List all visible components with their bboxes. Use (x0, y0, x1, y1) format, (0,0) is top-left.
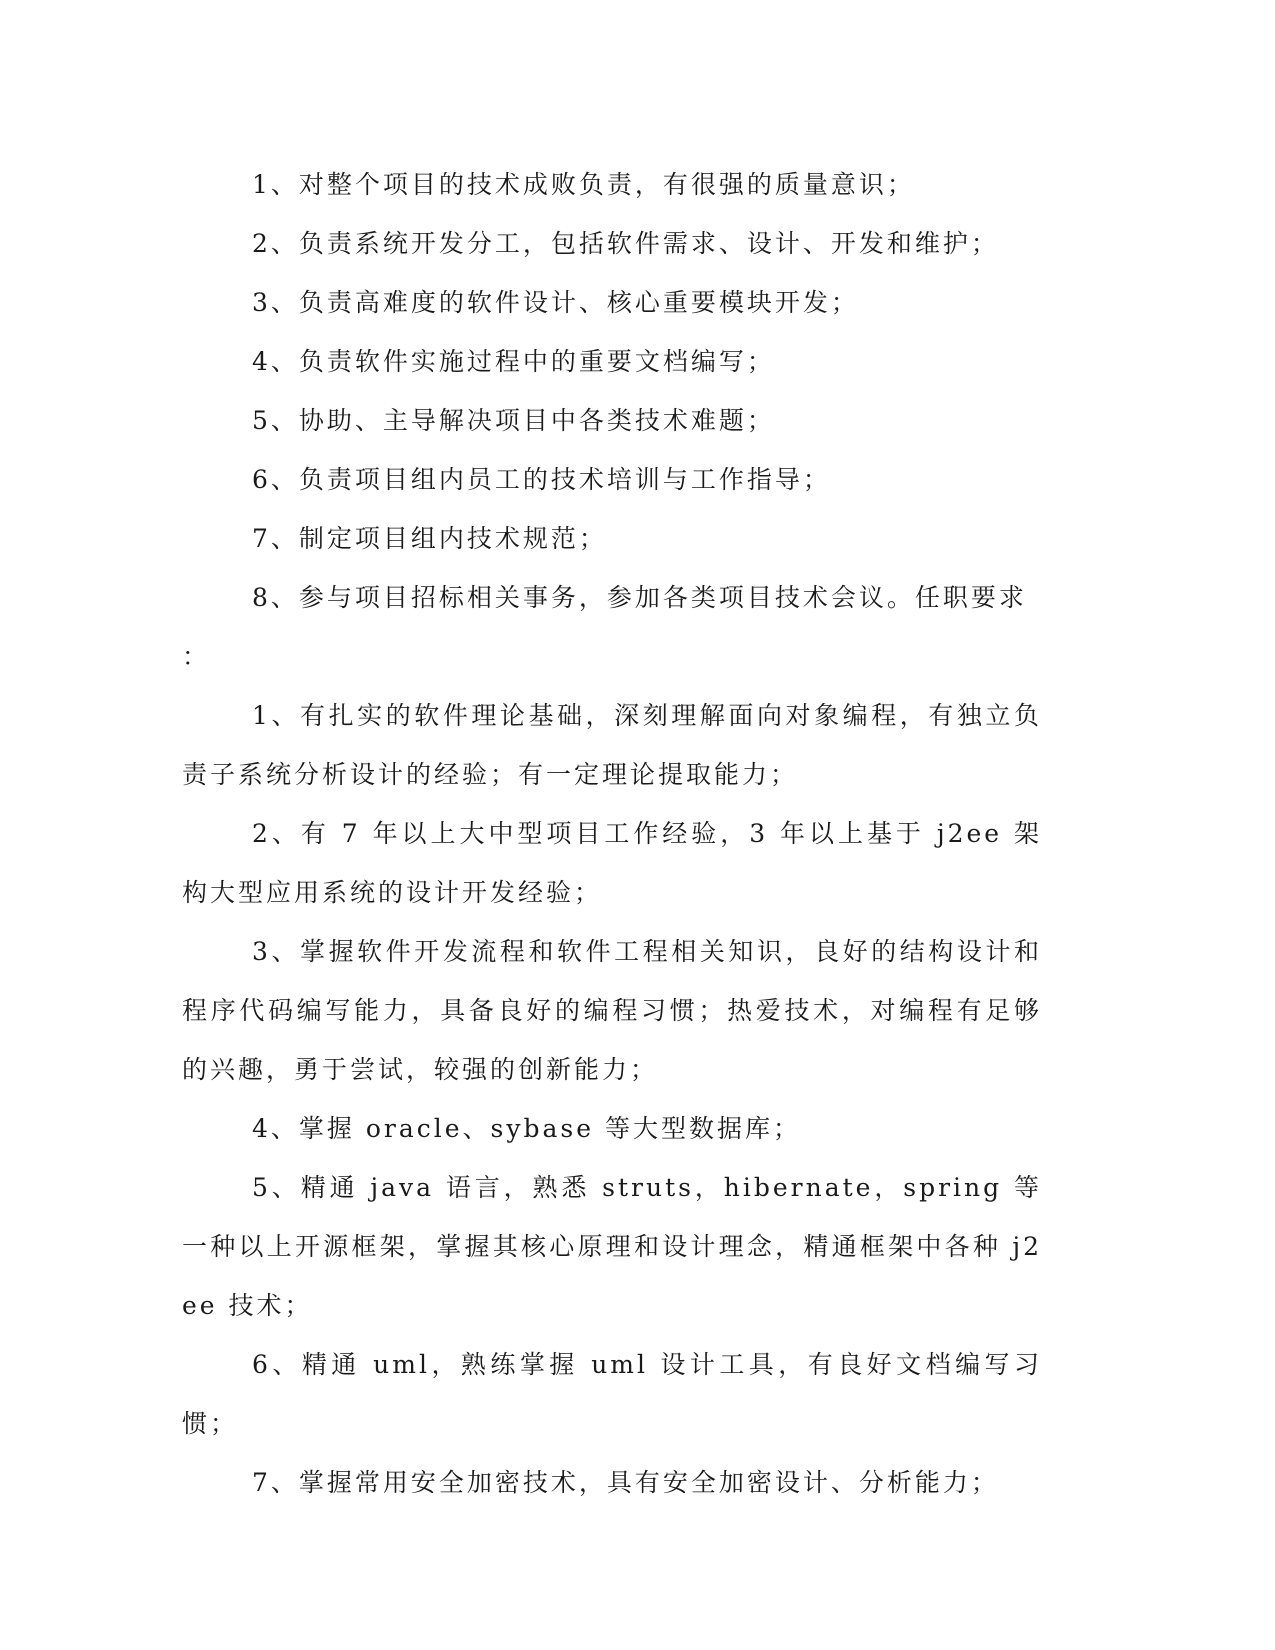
document-body (182, 155, 1042, 1512)
requirement-item-5: 5、精通 java 语言，熟悉 struts，hibernate，spring 等一种以上开源框架，掌握其核心原理和设计理念，精通框架中各种 j2ee 技术； (182, 1173, 1042, 1320)
duty-item-8: 8、参与项目招标相关事务，参加各类项目技术会议。任职要求 (252, 583, 1027, 612)
requirement-item-1: 1、有扎实的软件理论基础，深刻理解面向对象编程，有独立负责子系统分析设计的经验；有一定理论提取能力； (182, 701, 1042, 789)
duty-item-1: 1、对整个项目的技术成败负责，有很强的质量意识； (252, 170, 915, 199)
duty-item-7: 7、制定项目组内技术规范； (252, 524, 607, 553)
duty-item-2: 2、负责系统开发分工，包括软件需求、设计、开发和维护； (252, 229, 999, 258)
requirement-item-7: 7、掌握常用安全加密技术，具有安全加密设计、分析能力； (252, 1468, 999, 1497)
requirement-item-6: 6、精通 uml，熟练掌握 uml 设计工具，有良好文档编写习惯； (182, 1350, 1042, 1438)
requirement-item-3: 3、掌握软件开发流程和软件工程相关知识，良好的结构设计和程序代码编写能力，具备良好的编程习惯；热爱技术，对编程有足够的兴趣，勇于尝试，较强的创新能力； (182, 937, 1042, 1084)
requirement-item-2: 2、有 7 年以上大中型项目工作经验，3 年以上基于 j2ee 架构大型应用系统的设计开发经验； (182, 819, 1042, 907)
duty-item-5: 5、协助、主导解决项目中各类技术难题； (252, 406, 775, 435)
duty-item-6: 6、负责项目组内员工的技术培训与工作指导； (252, 465, 831, 494)
requirement-item-4: 4、掌握 oracle、sybase 等大型数据库； (252, 1114, 801, 1143)
duty-item-3: 3、负责高难度的软件设计、核心重要模块开发； (252, 288, 859, 317)
duty-item-4: 4、负责软件实施过程中的重要文档编写； (252, 347, 775, 376)
requirements-colon: ： (182, 642, 211, 671)
